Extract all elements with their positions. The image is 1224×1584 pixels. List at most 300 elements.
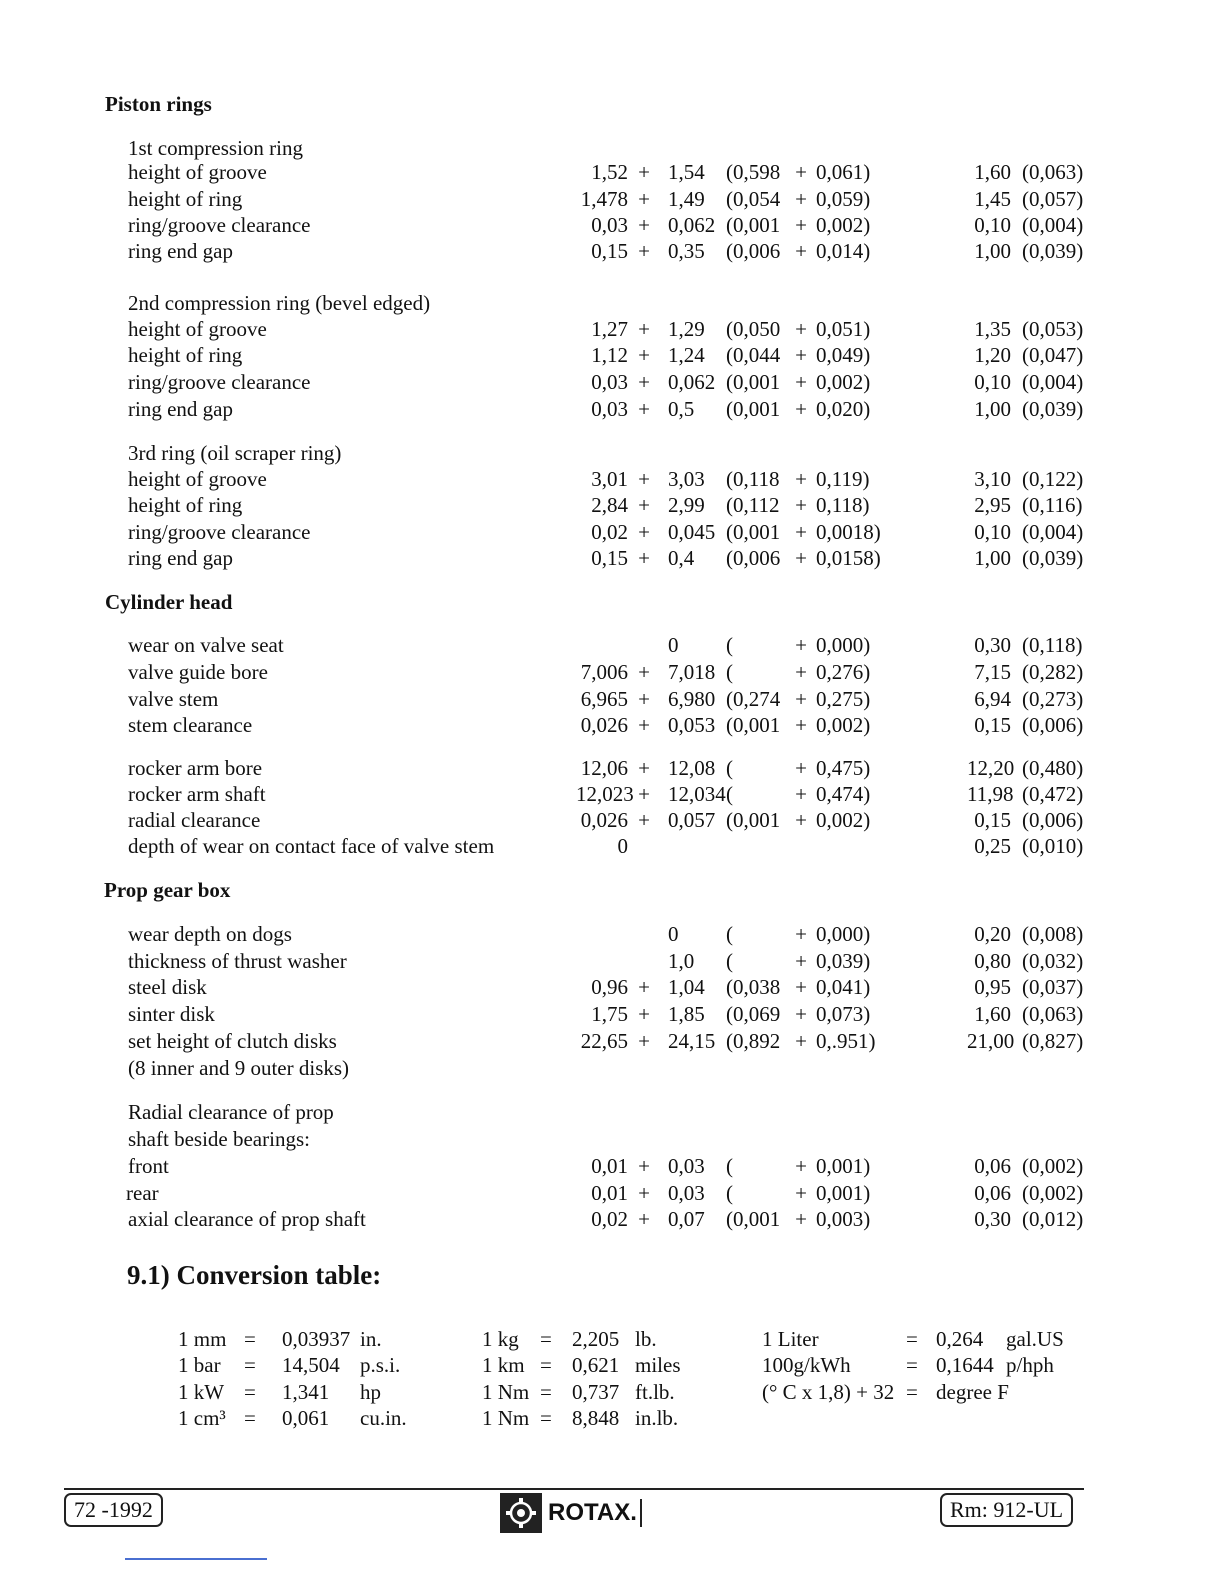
- spec-a: 6,965: [580, 687, 628, 711]
- spec-lim: 0,95: [974, 975, 1011, 999]
- spec-lim: 0,06: [974, 1154, 1011, 1178]
- spec-b: 0,35: [668, 239, 705, 263]
- spec-a: 0,026: [580, 713, 628, 737]
- spec-label: ring end gap: [128, 397, 233, 421]
- spec-sep: +: [638, 213, 650, 237]
- spec-b: 12,08: [668, 756, 716, 780]
- spec-row: [0, 213, 1224, 240]
- spec-sep2: +: [795, 397, 807, 421]
- spec-lim: 0,10: [974, 520, 1011, 544]
- group-title-3rd-ring: 3rd ring (oil scraper ring): [128, 441, 342, 465]
- conversion-col1-u: 1 mm: [178, 1327, 227, 1351]
- conversion-col2-t: miles: [635, 1353, 681, 1377]
- spec-row: [0, 782, 1224, 809]
- spec-limp: (0,004): [1022, 520, 1084, 544]
- spec-pb: 0,276): [816, 660, 871, 684]
- spec-a: 3,01: [591, 467, 628, 491]
- spec-pb: 0,039): [816, 949, 871, 973]
- spec-pb: 0,001): [816, 1181, 871, 1205]
- spec-label: steel disk: [128, 975, 207, 999]
- spec-a: 7,006: [580, 660, 628, 684]
- conversion-col1-t: cu.in.: [360, 1406, 407, 1430]
- conversion-col2-u: 1 km: [482, 1353, 525, 1377]
- spec-lim: 1,35: [974, 317, 1011, 341]
- spec-label: ring end gap: [128, 546, 233, 570]
- spec-lim: 0,25: [974, 834, 1011, 858]
- spec-b: 0,057: [668, 808, 716, 832]
- spec-sep: +: [638, 713, 650, 737]
- spec-pa: (: [726, 1181, 733, 1205]
- spec-pa: (0,038: [726, 975, 781, 999]
- spec-pb: 0,061): [816, 160, 871, 184]
- conversion-col3-eq: =: [906, 1353, 918, 1377]
- spec-row: [0, 546, 1224, 573]
- spec-sep: +: [638, 1029, 650, 1053]
- conversion-col3-u: 1 Liter: [762, 1327, 819, 1351]
- spec-a: 0,026: [580, 808, 628, 832]
- spec-a: 0: [617, 834, 628, 858]
- spec-pb: 0,051): [816, 317, 871, 341]
- spec-b: 0,03: [668, 1181, 705, 1205]
- spec-lim: 2,95: [974, 493, 1011, 517]
- spec-row: [0, 1056, 1224, 1083]
- spec-row: [0, 1100, 1224, 1127]
- section-heading-cylinder-head: Cylinder head: [105, 590, 233, 614]
- spec-row: [0, 975, 1224, 1002]
- spec-b: 1,04: [668, 975, 705, 999]
- conversion-col2-u: 1 Nm: [482, 1380, 530, 1404]
- spec-sep: +: [638, 160, 650, 184]
- spec-a: 0,03: [591, 397, 628, 421]
- spec-lim: 0,10: [974, 213, 1011, 237]
- spec-row: [0, 467, 1224, 494]
- spec-a: 12,023: [576, 782, 634, 806]
- spec-label: height of groove: [128, 317, 267, 341]
- spec-row: [0, 493, 1224, 520]
- spec-pa: (: [726, 949, 733, 973]
- spec-limp: (0,004): [1022, 370, 1084, 394]
- spec-lim: 1,45: [974, 187, 1011, 211]
- spec-a: 0,15: [591, 239, 628, 263]
- section-heading-prop-gear-box: Prop gear box: [104, 878, 231, 902]
- spec-row: [0, 343, 1224, 370]
- conversion-col1-eq: =: [244, 1353, 256, 1377]
- spec-sep: +: [638, 370, 650, 394]
- spec-label: valve guide bore: [128, 660, 268, 684]
- rotax-logo: [500, 1494, 642, 1532]
- spec-lim: 0,15: [974, 713, 1011, 737]
- spec-sep: +: [638, 397, 650, 421]
- spec-pa: (: [726, 922, 733, 946]
- spec-sep2: +: [795, 520, 807, 544]
- spec-label: shaft beside bearings:: [128, 1127, 310, 1151]
- spec-a: 1,52: [591, 160, 628, 184]
- spec-lim: 0,06: [974, 1181, 1011, 1205]
- spec-pa: (: [726, 756, 733, 780]
- spec-sep: +: [638, 1207, 650, 1231]
- spec-a: 0,03: [591, 370, 628, 394]
- spec-lim: 21,00: [967, 1029, 1015, 1053]
- conversion-col2-t: lb.: [635, 1327, 657, 1351]
- spec-a: 0,96: [591, 975, 628, 999]
- spec-sep2: +: [795, 922, 807, 946]
- spec-sep: +: [638, 493, 650, 517]
- spec-label: rocker arm shaft: [128, 782, 266, 806]
- spec-label: ring/groove clearance: [128, 520, 311, 544]
- spec-label: ring/groove clearance: [128, 370, 311, 394]
- spec-limp: (0,039): [1022, 239, 1084, 263]
- spec-label: valve stem: [128, 687, 219, 711]
- spec-pa: (0,001: [726, 1207, 781, 1231]
- spec-sep2: +: [795, 1181, 807, 1205]
- spec-pa: (0,001: [726, 370, 781, 394]
- spec-limp: (0,010): [1022, 834, 1084, 858]
- spec-sep2: +: [795, 949, 807, 973]
- spec-b: 1,85: [668, 1002, 705, 1026]
- spec-sep: +: [638, 187, 650, 211]
- spec-sep2: +: [795, 633, 807, 657]
- spec-pa: (0,274: [726, 687, 781, 711]
- spec-b: 1,54: [668, 160, 705, 184]
- spec-row: [0, 687, 1224, 714]
- conversion-col2-t: in.lb.: [635, 1406, 679, 1430]
- spec-pa: (: [726, 660, 733, 684]
- spec-row: [0, 160, 1224, 187]
- spec-b: 0,5: [668, 397, 695, 421]
- spec-pb: 0,014): [816, 239, 871, 263]
- spec-label: Radial clearance of prop: [128, 1100, 334, 1124]
- spec-b: 0,062: [668, 213, 716, 237]
- spec-pb: 0,020): [816, 397, 871, 421]
- spec-sep2: +: [795, 187, 807, 211]
- spec-b: 3,03: [668, 467, 705, 491]
- spec-b: 24,15: [668, 1029, 716, 1053]
- spec-sep2: +: [795, 1154, 807, 1178]
- spec-a: 0,01: [591, 1181, 628, 1205]
- spec-a: 22,65: [580, 1029, 628, 1053]
- spec-label: wear on valve seat: [128, 633, 284, 657]
- spec-sep: +: [638, 520, 650, 544]
- spec-sep2: +: [795, 213, 807, 237]
- spec-pa: (0,069: [726, 1002, 781, 1026]
- spec-label: height of ring: [128, 187, 243, 211]
- spec-pa: (0,006: [726, 546, 781, 570]
- spec-label: radial clearance: [128, 808, 261, 832]
- spec-pb: 0,0158): [816, 546, 881, 570]
- spec-label: (8 inner and 9 outer disks): [128, 1056, 350, 1080]
- spec-row: [0, 1002, 1224, 1029]
- conversion-col3-v: degree F: [936, 1380, 1009, 1404]
- spec-a: 12,06: [580, 756, 628, 780]
- spec-a: 0,03: [591, 213, 628, 237]
- conversion-col2-eq: =: [540, 1327, 552, 1351]
- spec-lim: 11,98: [967, 782, 1014, 806]
- conversion-col1-u: 1 bar: [178, 1353, 221, 1377]
- spec-sep2: +: [795, 160, 807, 184]
- spec-row: [0, 370, 1224, 397]
- group-title-2nd-compression-ring: 2nd compression ring (bevel edged): [128, 291, 431, 315]
- spec-sep: +: [638, 756, 650, 780]
- spec-lim: 1,60: [974, 160, 1011, 184]
- conversion-col2-eq: =: [540, 1380, 552, 1404]
- spec-pb: 0,.951): [816, 1029, 876, 1053]
- spec-label: height of groove: [128, 467, 267, 491]
- spec-row: [0, 713, 1224, 740]
- spec-pb: 0,073): [816, 1002, 871, 1026]
- spec-limp: (0,053): [1022, 317, 1084, 341]
- spec-sep2: +: [795, 1207, 807, 1231]
- spec-b: 0: [668, 633, 679, 657]
- spec-sep2: +: [795, 493, 807, 517]
- spec-sep2: +: [795, 1002, 807, 1026]
- spec-sep2: +: [795, 239, 807, 263]
- conversion-col2-eq: =: [540, 1353, 552, 1377]
- spec-row: [0, 834, 1224, 861]
- spec-sep2: +: [795, 975, 807, 999]
- spec-row: [0, 317, 1224, 344]
- spec-lim: 1,00: [974, 397, 1011, 421]
- spec-pa: (0,001: [726, 397, 781, 421]
- brand-name: ROTAX.: [548, 1499, 642, 1527]
- conversion-col2-u: 1 Nm: [482, 1406, 530, 1430]
- spec-row: [0, 949, 1224, 976]
- spec-lim: 1,20: [974, 343, 1011, 367]
- spec-label: stem clearance: [128, 713, 253, 737]
- decorative-underline: [125, 1558, 267, 1560]
- spec-sep2: +: [795, 546, 807, 570]
- spec-pb: 0,002): [816, 808, 871, 832]
- spec-b: 0,045: [668, 520, 716, 544]
- conversion-col2-v: 0,621: [572, 1353, 620, 1377]
- spec-a: 0,01: [591, 1154, 628, 1178]
- spec-sep: +: [638, 808, 650, 832]
- spec-lim: 0,10: [974, 370, 1011, 394]
- spec-sep: +: [638, 687, 650, 711]
- conversion-col3-eq: =: [906, 1380, 918, 1404]
- spec-limp: (0,116): [1022, 493, 1083, 517]
- spec-b: 1,29: [668, 317, 705, 341]
- spec-limp: (0,006): [1022, 808, 1084, 832]
- spec-row: [0, 187, 1224, 214]
- spec-sep2: +: [795, 467, 807, 491]
- section-heading-piston-rings: Piston rings: [105, 92, 212, 116]
- spec-b: 6,980: [668, 687, 716, 711]
- spec-sep2: +: [795, 782, 807, 806]
- spec-sep: +: [638, 975, 650, 999]
- footer-divider: [64, 1488, 1084, 1490]
- spec-pb: 0,275): [816, 687, 871, 711]
- spec-limp: (0,039): [1022, 397, 1084, 421]
- spec-sep2: +: [795, 687, 807, 711]
- spec-a: 0,02: [591, 1207, 628, 1231]
- spec-pa: (0,054: [726, 187, 781, 211]
- conversion-col1-t: in.: [360, 1327, 382, 1351]
- spec-pa: (: [726, 782, 733, 806]
- conversion-col2-u: 1 kg: [482, 1327, 519, 1351]
- spec-b: 0,053: [668, 713, 716, 737]
- spec-label: height of ring: [128, 343, 243, 367]
- spec-pa: (0,892: [726, 1029, 781, 1053]
- spec-limp: (0,472): [1022, 782, 1084, 806]
- spec-pa: (0,006: [726, 239, 781, 263]
- spec-label: thickness of thrust washer: [128, 949, 347, 973]
- spec-sep: +: [638, 546, 650, 570]
- spec-pb: 0,119): [816, 467, 870, 491]
- conversion-col3-t: p/hph: [1006, 1353, 1054, 1377]
- spec-label: set height of clutch disks: [128, 1029, 337, 1053]
- spec-limp: (0,006): [1022, 713, 1084, 737]
- spec-pa: (0,044: [726, 343, 781, 367]
- spec-row: [0, 397, 1224, 424]
- spec-label: wear depth on dogs: [128, 922, 292, 946]
- conversion-col2-v: 0,737: [572, 1380, 620, 1404]
- spec-row: [0, 239, 1224, 266]
- spec-label: ring end gap: [128, 239, 233, 263]
- spec-row: [0, 1029, 1224, 1056]
- spec-sep: +: [638, 1002, 650, 1026]
- conversion-col3-v: 0,1644: [936, 1353, 994, 1377]
- conversion-col3-t: gal.US: [1006, 1327, 1064, 1351]
- spec-sep2: +: [795, 1029, 807, 1053]
- spec-row: [0, 633, 1224, 660]
- spec-limp: (0,012): [1022, 1207, 1084, 1231]
- conversion-col3-eq: =: [906, 1327, 918, 1351]
- spec-lim: 7,15: [974, 660, 1011, 684]
- spec-sep: +: [638, 317, 650, 341]
- spec-sep2: +: [795, 370, 807, 394]
- spec-limp: (0,063): [1022, 160, 1084, 184]
- spec-lim: 0,30: [974, 633, 1011, 657]
- spec-limp: (0,037): [1022, 975, 1084, 999]
- spec-pb: 0,000): [816, 633, 871, 657]
- spec-limp: (0,032): [1022, 949, 1084, 973]
- spec-pb: 0,475): [816, 756, 871, 780]
- spec-pb: 0,002): [816, 713, 871, 737]
- spec-lim: 6,94: [974, 687, 1011, 711]
- spec-a: 1,75: [591, 1002, 628, 1026]
- spec-limp: (0,047): [1022, 343, 1084, 367]
- conversion-col1-eq: =: [244, 1406, 256, 1430]
- spec-a: 0,15: [591, 546, 628, 570]
- spec-row: [0, 1181, 1224, 1208]
- spec-limp: (0,039): [1022, 546, 1084, 570]
- spec-limp: (0,063): [1022, 1002, 1084, 1026]
- spec-b: 12,034: [668, 782, 726, 806]
- conversion-col1-v: 0,03937: [282, 1327, 351, 1351]
- spec-pa: (: [726, 1154, 733, 1178]
- conversion-col1-u: 1 kW: [178, 1380, 225, 1404]
- spec-limp: (0,480): [1022, 756, 1084, 780]
- spec-sep: +: [638, 343, 650, 367]
- spec-sep2: +: [795, 343, 807, 367]
- spec-a: 1,478: [580, 187, 628, 211]
- spec-pa: (: [726, 633, 733, 657]
- conversion-col2-v: 8,848: [572, 1406, 620, 1430]
- spec-label: rocker arm bore: [128, 756, 263, 780]
- spec-sep2: +: [795, 808, 807, 832]
- spec-limp: (0,008): [1022, 922, 1084, 946]
- spec-b: 2,99: [668, 493, 705, 517]
- spec-pb: 0,059): [816, 187, 871, 211]
- spec-label: front: [128, 1154, 169, 1178]
- conversion-col2-t: ft.lb.: [635, 1380, 675, 1404]
- spec-lim: 1,00: [974, 546, 1011, 570]
- spec-row: [0, 1154, 1224, 1181]
- spec-pb: 0,002): [816, 213, 871, 237]
- conversion-col3-v: 0,264: [936, 1327, 984, 1351]
- spec-label: height of ring: [128, 493, 243, 517]
- spec-sep2: +: [795, 660, 807, 684]
- spec-b: 0,062: [668, 370, 716, 394]
- spec-lim: 1,00: [974, 239, 1011, 263]
- spec-pa: (0,112: [726, 493, 780, 517]
- spec-b: 0,4: [668, 546, 695, 570]
- conversion-col1-v: 14,504: [282, 1353, 340, 1377]
- spec-sep: +: [638, 660, 650, 684]
- conversion-col1-v: 1,341: [282, 1380, 330, 1404]
- conversion-col1-eq: =: [244, 1380, 256, 1404]
- spec-lim: 0,30: [974, 1207, 1011, 1231]
- spec-limp: (0,002): [1022, 1154, 1084, 1178]
- spec-a: 0,02: [591, 520, 628, 544]
- spec-row: [0, 1127, 1224, 1154]
- spec-label: sinter disk: [128, 1002, 215, 1026]
- spec-limp: (0,282): [1022, 660, 1084, 684]
- conversion-col1-eq: =: [244, 1327, 256, 1351]
- spec-label: depth of wear on contact face of valve stem: [128, 834, 495, 858]
- spec-b: 1,24: [668, 343, 705, 367]
- spec-pb: 0,474): [816, 782, 871, 806]
- spec-pa: (0,001: [726, 520, 781, 544]
- spec-limp: (0,273): [1022, 687, 1084, 711]
- spec-pb: 0,003): [816, 1207, 871, 1231]
- spec-pb: 0,001): [816, 1154, 871, 1178]
- spec-sep2: +: [795, 756, 807, 780]
- group-title-1st-compression-ring: 1st compression ring: [128, 136, 303, 160]
- footer-manual-ref: Rm: 912-UL: [940, 1493, 1073, 1527]
- footer-page-number: 72 -1992: [64, 1493, 163, 1527]
- spec-b: 0,07: [668, 1207, 705, 1231]
- conversion-col3-u: (° C x 1,8) + 32: [762, 1380, 895, 1404]
- spec-pb: 0,002): [816, 370, 871, 394]
- spec-row: [0, 660, 1224, 687]
- spec-lim: 0,15: [974, 808, 1011, 832]
- spec-limp: (0,827): [1022, 1029, 1084, 1053]
- spec-pb: 0,118): [816, 493, 870, 517]
- spec-label: height of groove: [128, 160, 267, 184]
- spec-limp: (0,002): [1022, 1181, 1084, 1205]
- spec-a: 1,27: [591, 317, 628, 341]
- spec-pa: (0,118: [726, 467, 780, 491]
- spec-pa: (0,001: [726, 808, 781, 832]
- spec-pa: (0,598: [726, 160, 781, 184]
- spec-a: 1,12: [591, 343, 628, 367]
- conversion-table-title: 9.1) Conversion table:: [127, 1260, 382, 1290]
- spec-sep: +: [638, 782, 650, 806]
- conversion-col1-u: 1 cm³: [178, 1406, 226, 1430]
- spec-pb: 0,049): [816, 343, 871, 367]
- spec-label: rear: [126, 1181, 159, 1205]
- spec-lim: 1,60: [974, 1002, 1011, 1026]
- spec-row: [0, 922, 1224, 949]
- gear-emblem-icon: [500, 1493, 542, 1533]
- spec-a: 2,84: [591, 493, 628, 517]
- spec-lim: 0,80: [974, 949, 1011, 973]
- spec-pa: (0,001: [726, 713, 781, 737]
- spec-pb: 0,041): [816, 975, 871, 999]
- conversion-col2-v: 2,205: [572, 1327, 620, 1351]
- spec-sep2: +: [795, 317, 807, 341]
